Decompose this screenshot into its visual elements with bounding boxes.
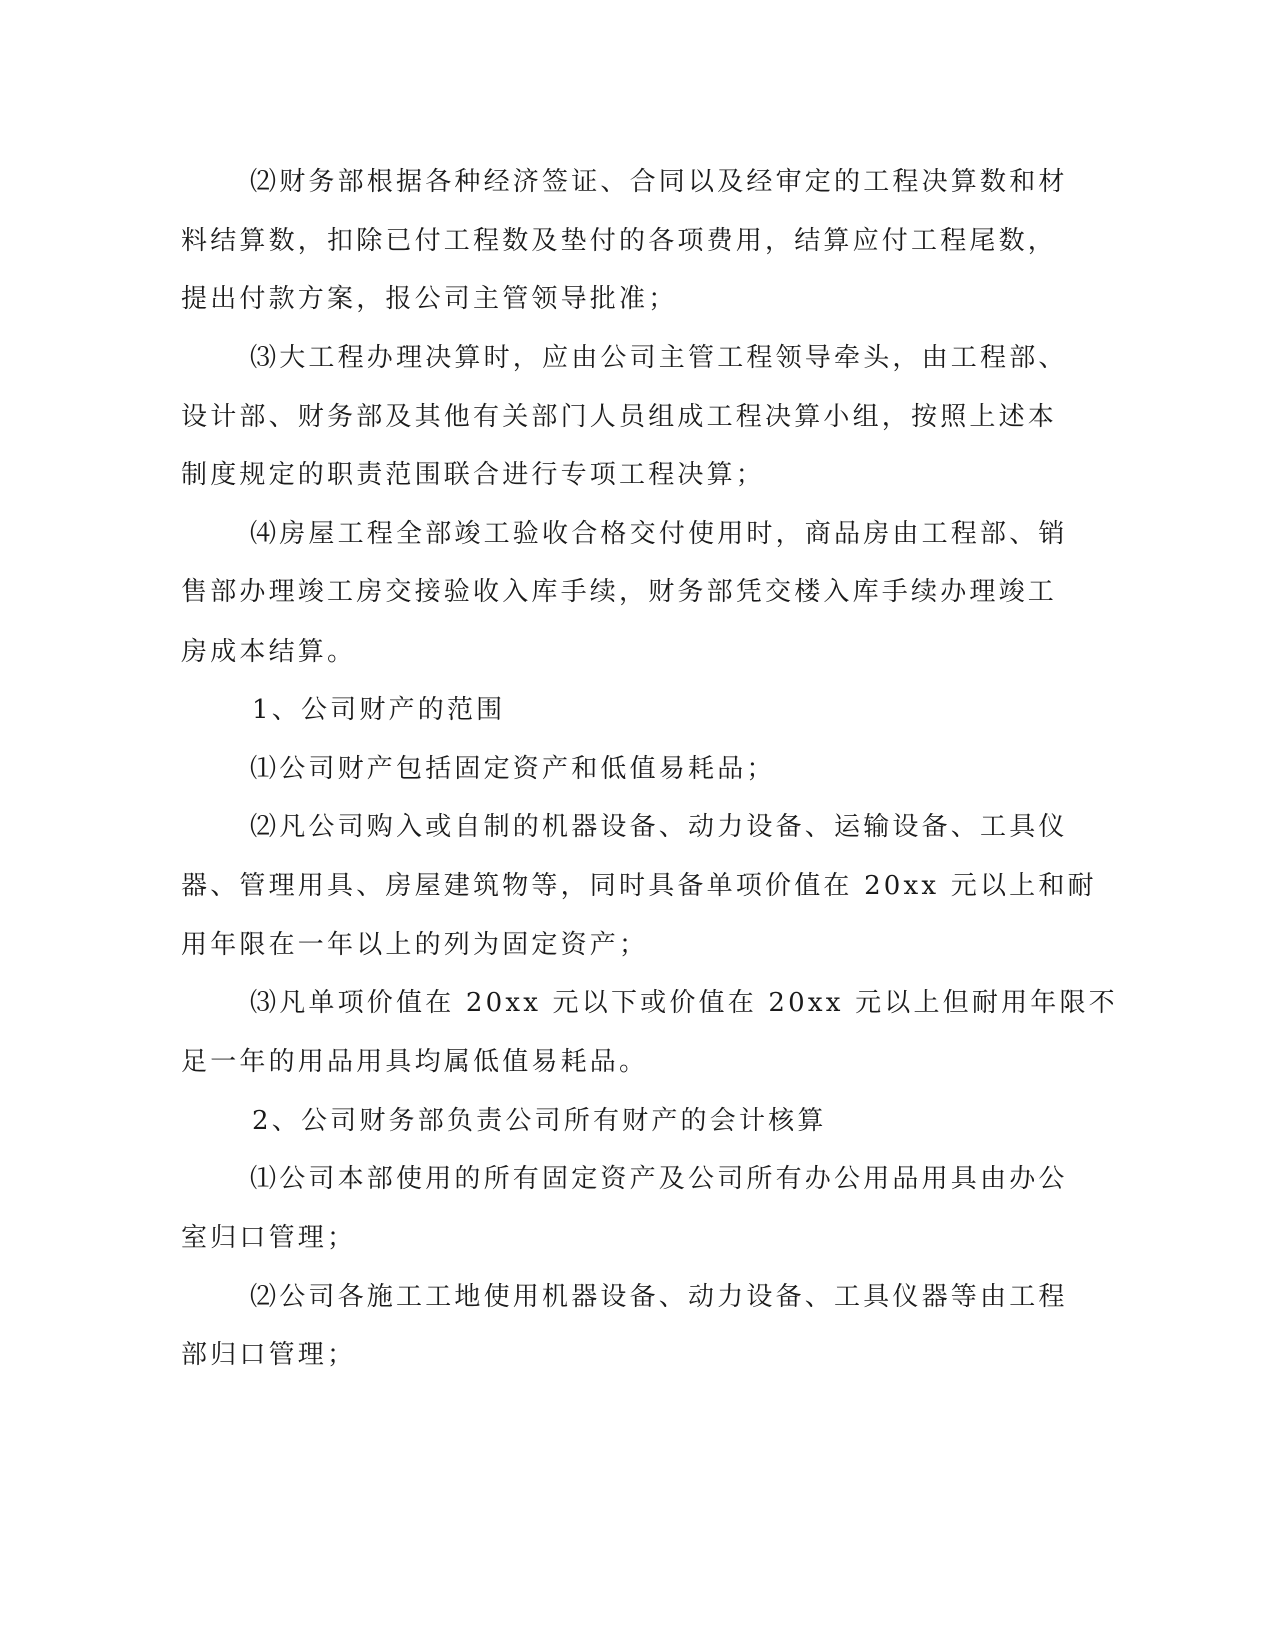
paragraph-line: ⑶凡单项价值在 20xx 元以下或价值在 20xx 元以上但耐用年限不 <box>250 988 1118 1018</box>
section-heading: 2、公司财务部负责公司所有财产的会计核算 <box>252 1106 827 1136</box>
paragraph-line: 部归口管理； <box>181 1340 357 1370</box>
paragraph-line: 料结算数，扣除已付工程数及垫付的各项费用，结算应付工程尾数， <box>181 226 1058 256</box>
paragraph-line: 室归口管理； <box>181 1223 357 1253</box>
paragraph-line: 制度规定的职责范围联合进行专项工程决算； <box>181 460 766 490</box>
paragraph-line: 房成本结算。 <box>181 637 357 667</box>
paragraph-line: ⑵凡公司购入或自制的机器设备、动力设备、运输设备、工具仪 <box>250 812 1068 842</box>
section-heading: 1、公司财产的范围 <box>252 695 506 725</box>
paragraph-line: 提出付款方案，报公司主管领导批准； <box>181 284 678 314</box>
paragraph-line: 设计部、财务部及其他有关部门人员组成工程决算小组，按照上述本 <box>181 402 1058 432</box>
paragraph-line: ⑷房屋工程全部竣工验收合格交付使用时，商品房由工程部、销 <box>250 519 1068 549</box>
paragraph-line: ⑶大工程办理决算时，应由公司主管工程领导牵头，由工程部、 <box>250 343 1068 373</box>
paragraph-line: 器、管理用具、房屋建筑物等，同时具备单项价值在 20xx 元以上和耐 <box>181 871 1097 901</box>
paragraph-line: ⑵财务部根据各种经济签证、合同以及经审定的工程决算数和材 <box>250 167 1068 197</box>
paragraph-line: ⑴公司财产包括固定资产和低值易耗品； <box>250 754 776 784</box>
paragraph-line: ⑴公司本部使用的所有固定资产及公司所有办公用品用具由办公 <box>250 1164 1068 1194</box>
paragraph-line: 足一年的用品用具均属低值易耗品。 <box>181 1047 649 1077</box>
paragraph-line: 售部办理竣工房交接验收入库手续，财务部凭交楼入库手续办理竣工 <box>181 577 1058 607</box>
paragraph-line: 用年限在一年以上的列为固定资产； <box>181 930 649 960</box>
paragraph-line: ⑵公司各施工工地使用机器设备、动力设备、工具仪器等由工程 <box>250 1282 1068 1312</box>
